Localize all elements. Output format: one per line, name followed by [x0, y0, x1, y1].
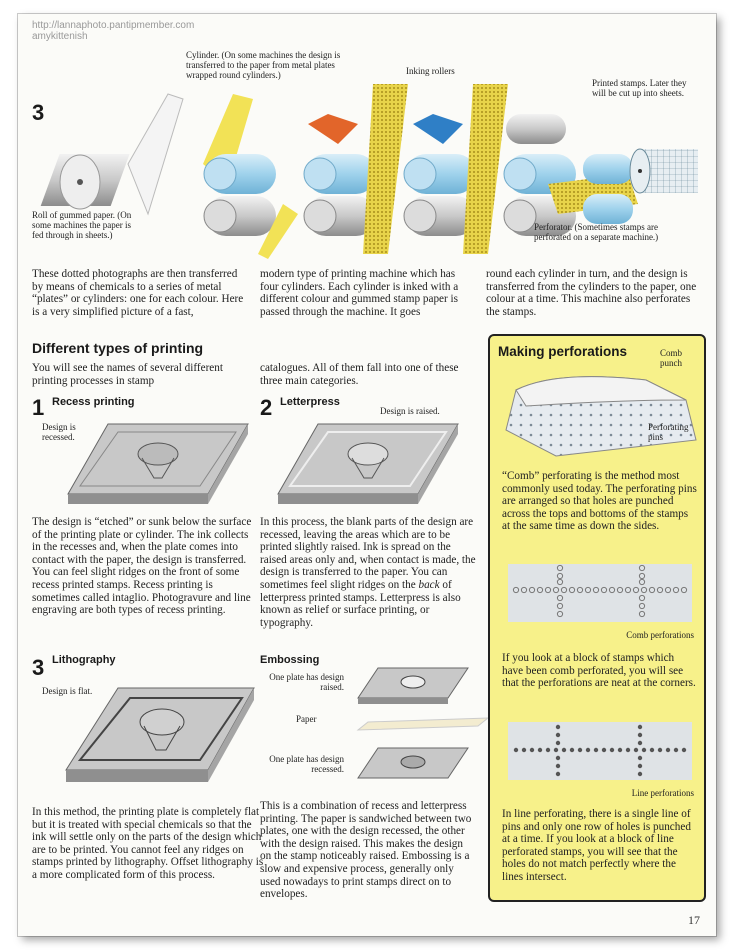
intro-col3: round each cylinder in turn, and the design is transferred from the cylinders to the paper, one colour at a time. This machine also perforates the stamps. [486, 268, 697, 318]
line-perforations-label: Line perforations [631, 788, 694, 798]
source-watermark [32, 20, 194, 42]
recess-number: 1 [32, 395, 45, 420]
comb-perforations-label: Comb perforations [626, 630, 694, 640]
emboss-label-bottom: One plate has design recessed. [269, 754, 344, 774]
printed-stamps-caption: Printed stamps. Later they will be cut up into sheets. [592, 78, 687, 98]
perforations-box [488, 334, 706, 902]
perforations-title: Making perforations [498, 344, 628, 359]
emboss-text: This is a combination of recess and letterpress printing. The paper is sandwiched between two plates, one with the design recessed, the other with the design raised. This makes the design on the stamp noticeably raised. Embossing is a slow and expensive process, generally only used nowadays to print stamps direct on to envelopes. [260, 800, 472, 901]
perforations-text3: In line perforating, there is a single line of pins and only one row of holes is punched at a time. If you look at a block of line perforated stamps, you will see that the holes do not match perfectly where the lines intersect. [502, 808, 691, 883]
recess-plate-illustration [58, 414, 258, 514]
emboss-label-paper: Paper [296, 714, 317, 724]
comb-punch-label: Comb punch [660, 348, 683, 368]
paper-roll [41, 154, 130, 209]
printed-stamps-roll [630, 149, 698, 193]
litho-label: Design is flat. [42, 686, 93, 696]
source-user: amykittenish [32, 31, 88, 42]
letterpress-label: Design is raised. [380, 406, 440, 416]
recess-title: Recess printing [52, 396, 135, 408]
embossing-illustration [348, 664, 488, 784]
litho-text: In this method, the printing plate is completely flat but it is treated with special chemicals so that the ink will settle only on the parts of the design which are to be printed. You cannot feel any ridges on stamps printed by lithography. Offset lithography is a more complicated form of this process. [32, 806, 264, 881]
roll-caption: Roll of gummed paper. (On some machines the paper is fed through in sheets.) [32, 210, 132, 240]
litho-number: 3 [32, 655, 45, 680]
orange-station [304, 84, 408, 254]
comb-punch-illustration [496, 370, 700, 462]
litho-title: Lithography [52, 654, 116, 666]
perforations-text1: “Comb” perforating is the method most commonly used today. The perforating pins are arranged so that holes are punched across the tops and bottoms of the stamps at the same time as down the sides. [502, 470, 697, 533]
letterpress-text-em: back [418, 578, 440, 591]
yellow-station [203, 94, 298, 259]
comb-perforations-illustration [502, 562, 698, 624]
letterpress-text [260, 516, 476, 629]
perforator-caption: Perforator. (Sometimes stamps are perforated on a separate machine.) [534, 222, 659, 242]
pins-label: Perforating pins [648, 422, 689, 442]
perforations-text2: If you look at a block of stamps which have been comb perforated, you will see that the perforations are neat at the corners. [502, 652, 696, 690]
types-heading: Different types of printing [32, 340, 204, 356]
line-perforations-illustration [502, 720, 698, 782]
letterpress-title: Letterpress [280, 396, 340, 408]
recess-label: Design is recessed. [42, 422, 76, 442]
emboss-label-top: One plate has design raised. [269, 672, 344, 692]
letterpress-plate-illustration [268, 414, 468, 514]
intro-col2: modern type of printing machine which has four cylinders. Each cylinder is inked with a different colour and gummed stamp paper is passed through the machine. It goes [260, 268, 459, 318]
types-intro-1: You will see the names of several different printing processes in stamp [32, 362, 223, 387]
page-number: 17 [688, 913, 700, 927]
intro-col1: These dotted photographs are then transferred by means of chemicals to a series of metal “plates” or cylinders: one for each colour. Here is a very simplified picture of a fast, [32, 268, 244, 318]
book-page [18, 14, 716, 936]
inking-rollers-caption: Inking rollers [406, 66, 455, 76]
recess-text: The design is “etched” or sunk below the surface of the printing plate or cylinder. The ink collects in the recesses and, when the plate comes into contact with the paper, the design is transferred. You can feel slight ridges on the front of some recess printed stamps. Recess printing is sometimes called intaglio. Photogravure and line engraving are both types of recess printing. [32, 516, 252, 617]
grey-station [504, 114, 576, 236]
letterpress-text-a: In this process, the blank parts of the design are recessed, leaving the areas which are to be printed slightly raised. Ink is spread on the raised areas only and, when contact is made, the design is transferred to the paper. You can sometimes feel slight ridges on the [260, 516, 476, 591]
letterpress-text-b: of letterpress printed stamps. Letterpress is also known as relief or surface printing, or typography. [260, 578, 461, 629]
cylinder-caption: Cylinder. (On some machines the design is transferred to the paper from metal plates wrapped round cylinders.) [186, 50, 341, 80]
letterpress-number: 2 [260, 395, 273, 420]
types-intro-2: catalogues. All of them fall into one of these three main categories. [260, 362, 459, 387]
step-number: 3 [32, 100, 45, 125]
blue-station [404, 84, 508, 254]
emboss-title: Embossing [260, 654, 320, 666]
litho-plate-illustration [58, 678, 258, 796]
source-url: http://lannaphoto.pantipmember.com [32, 20, 195, 31]
